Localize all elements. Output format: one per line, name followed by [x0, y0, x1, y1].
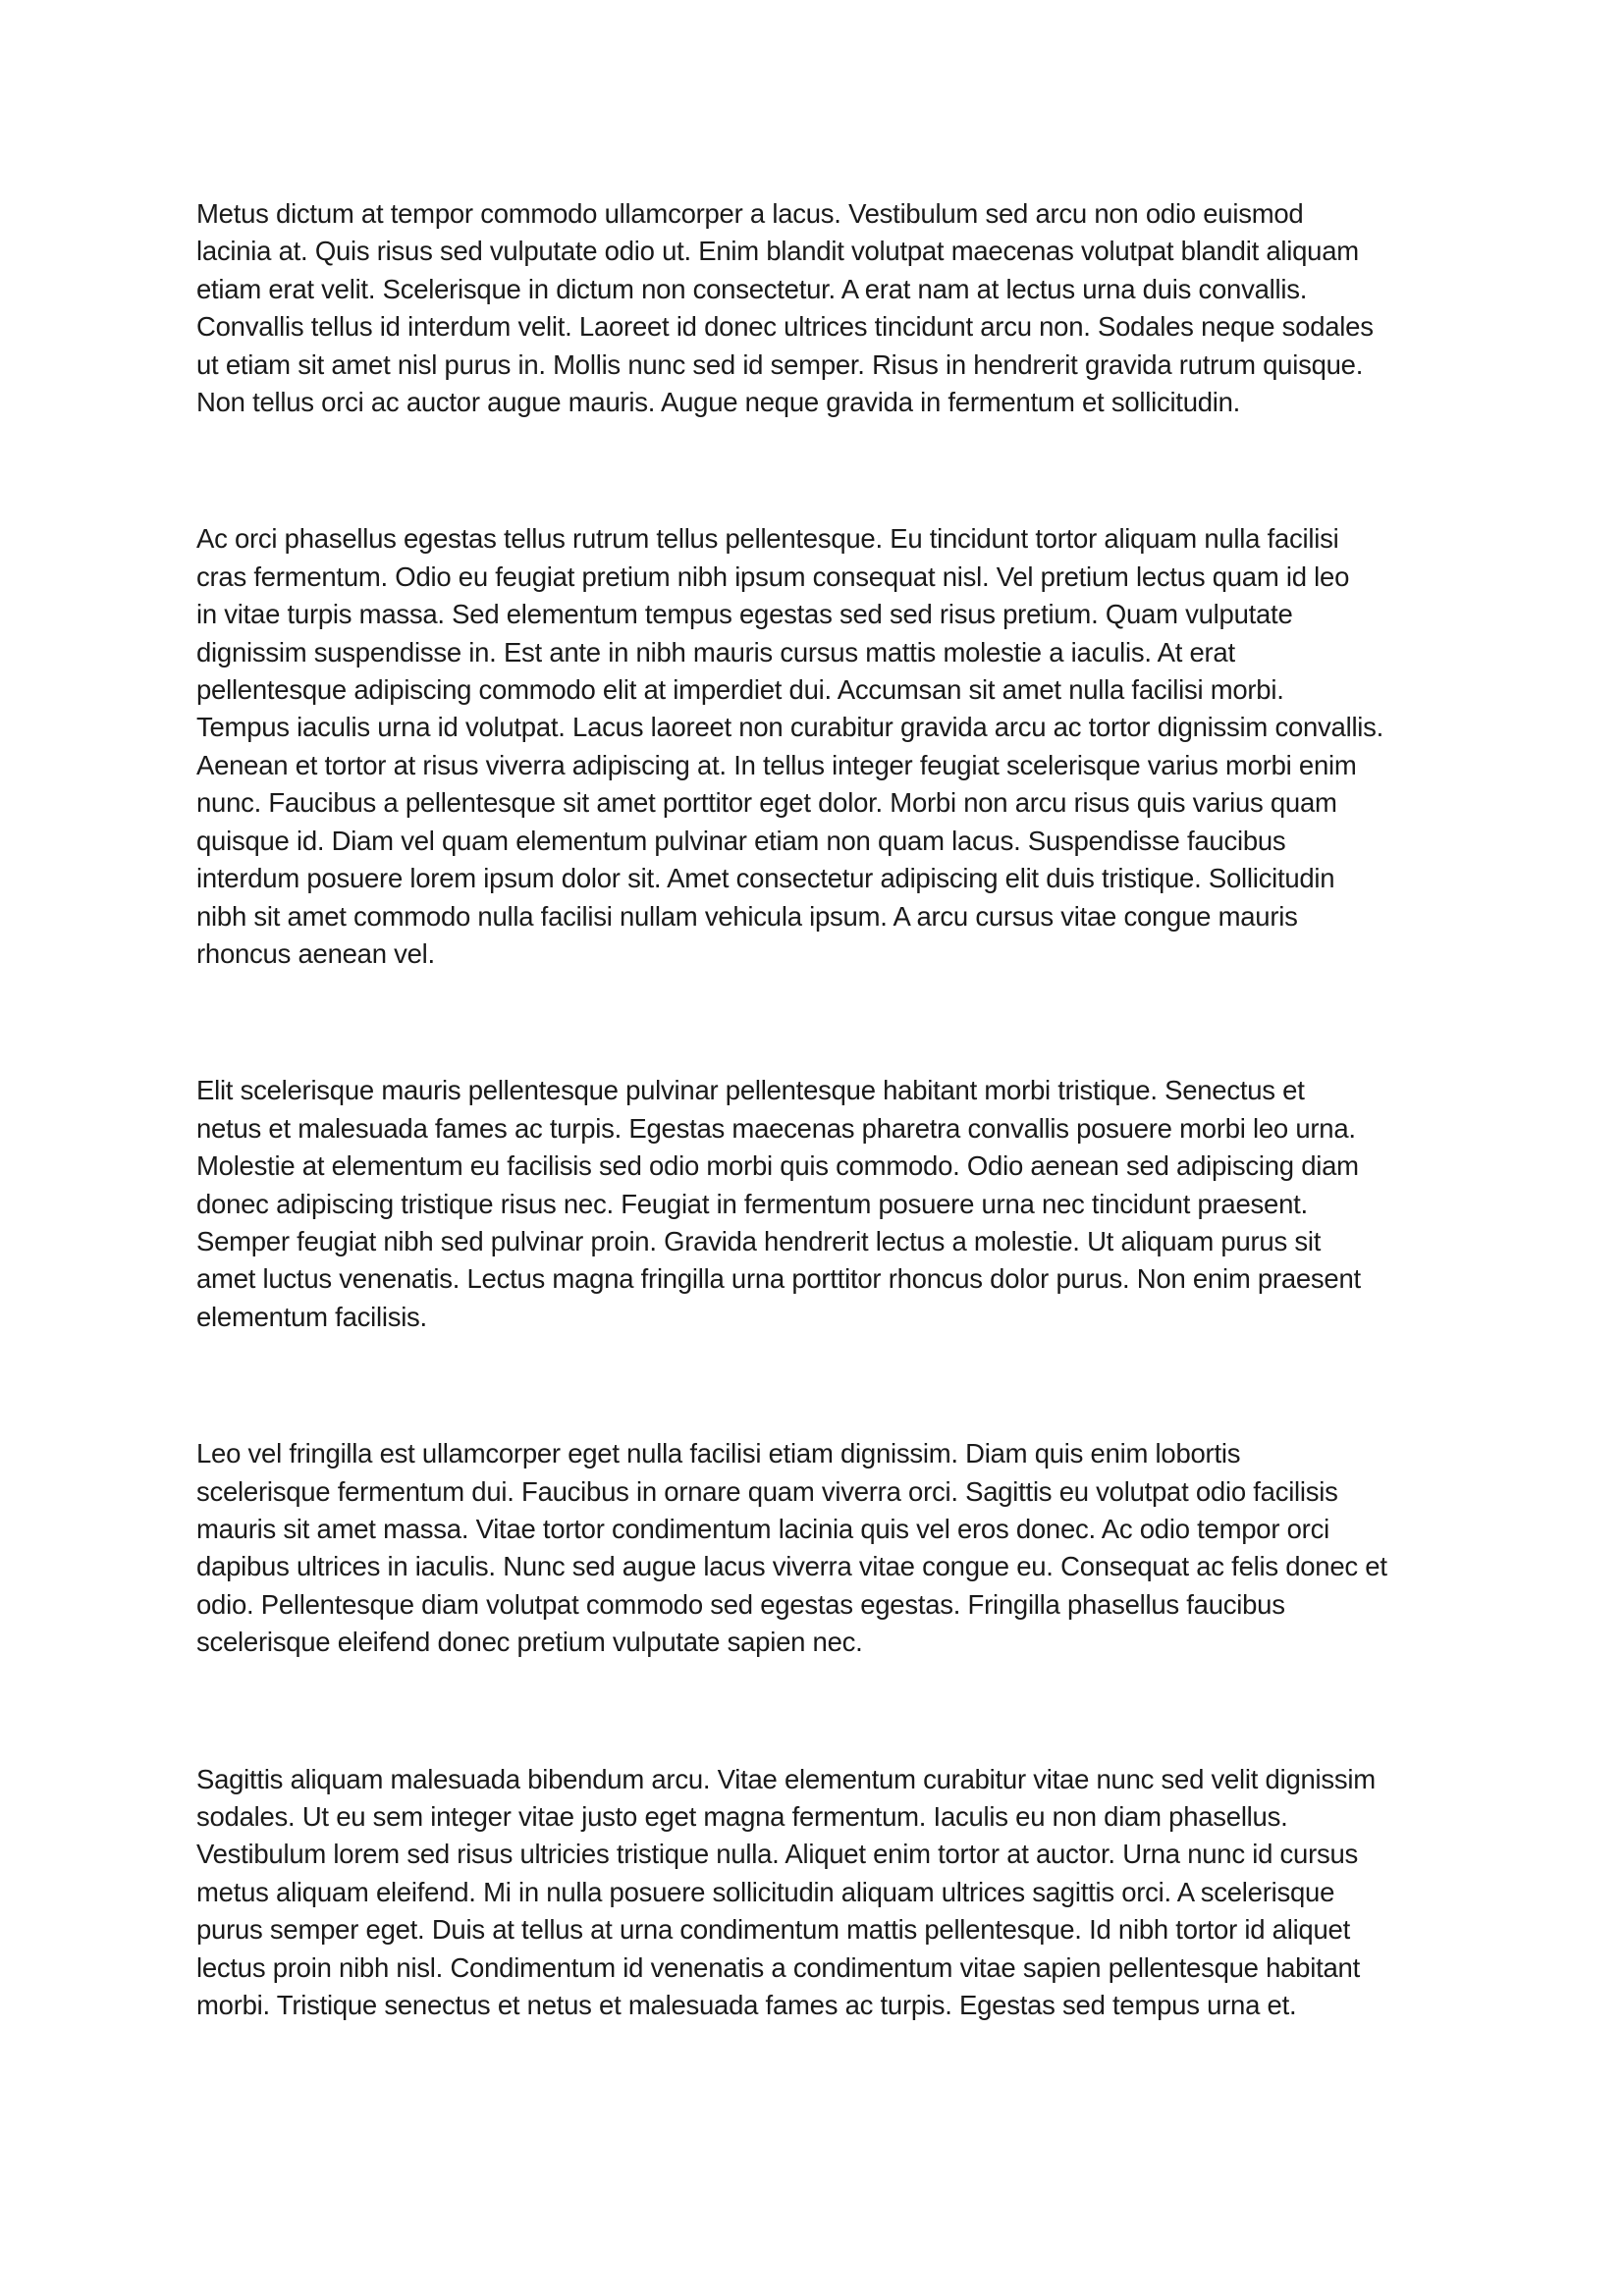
text-line: dapibus ultrices in iaculis. Nunc sed augue lacus viverra vitae congue eu. Consequat ac felis donec et [196, 1551, 1387, 1582]
text-line: Semper feugiat nibh sed pulvinar proin. Gravida hendrerit lectus a molestie. Ut aliquam purus sit [196, 1225, 1322, 1256]
text-line: quisque id. Diam vel quam elementum pulvinar etiam non quam lacus. Suspendisse faucibus [196, 825, 1286, 856]
text-line: in vitae turpis massa. Sed elementum tempus egestas sed sed risus pretium. Quam vulputate [196, 599, 1293, 630]
text-line: Metus dictum at tempor commodo ullamcorper a lacus. Vestibulum sed arcu non odio euismod [196, 198, 1304, 229]
text-line: Aenean et tortor at risus viverra adipiscing at. In tellus integer feugiat scelerisque varius morbi enim [196, 749, 1357, 780]
text-line: Vestibulum lorem sed risus ultricies tristique nulla. Aliquet enim tortor at auctor. Urna nunc id cursus [196, 1839, 1359, 1870]
text-line: mauris sit amet massa. Vitae tortor condimentum lacinia quis vel eros donec. Ac odio tempor orci [196, 1513, 1329, 1544]
text-line: rhoncus aenean vel. [196, 937, 435, 969]
paragraph [196, 1435, 1434, 1661]
paragraph [196, 1072, 1434, 1336]
text-line: dignissim suspendisse in. Est ante in nibh mauris cursus mattis molestie a iaculis. At erat [196, 636, 1235, 667]
text-line: ut etiam sit amet nisl purus in. Mollis nunc sed id semper. Risus in hendrerit gravida rutrum quisque. [196, 348, 1364, 380]
text-line: Molestie at elementum eu facilisis sed odio morbi quis commodo. Odio aenean sed adipiscing diam [196, 1150, 1359, 1182]
text-line: pellentesque adipiscing commodo elit at imperdiet dui. Accumsan sit amet nulla facilisi morbi. [196, 674, 1284, 706]
paragraph [196, 195, 1434, 421]
text-line: netus et malesuada fames ac turpis. Egestas maecenas pharetra convallis posuere morbi leo urna. [196, 1112, 1356, 1144]
text-body [196, 195, 1434, 2123]
text-line: scelerisque fermentum dui. Faucibus in ornare quam viverra orci. Sagittis eu volutpat odio facilisis [196, 1475, 1338, 1507]
text-line: purus semper eget. Duis at tellus at urna condimentum mattis pellentesque. Id nibh tortor id aliquet [196, 1914, 1350, 1946]
text-line: interdum posuere lorem ipsum dolor sit. Amet consectetur adipiscing elit duis tristique. Sollicitudin [196, 863, 1335, 894]
text-line: Elit scelerisque mauris pellentesque pulvinar pellentesque habitant morbi tristique. Senectus et [196, 1075, 1305, 1106]
text-line: cras fermentum. Odio eu feugiat pretium nibh ipsum consequat nisl. Vel pretium lectus quam id leo [196, 561, 1350, 592]
text-line: sodales. Ut eu sem integer vitae justo eget magna fermentum. Iaculis eu non diam phasellus. [196, 1801, 1288, 1832]
text-line: Convallis tellus id interdum velit. Laoreet id donec ultrices tincidunt arcu non. Sodales neque sodales [196, 311, 1374, 343]
text-line: Sagittis aliquam malesuada bibendum arcu. Vitae elementum curabitur vitae nunc sed velit dignissim [196, 1763, 1376, 1794]
paragraph [196, 520, 1434, 973]
text-line: Non tellus orci ac auctor augue mauris. Augue neque gravida in fermentum et sollicitudin. [196, 387, 1241, 418]
text-line: morbi. Tristique senectus et netus et malesuada fames ac turpis. Egestas sed tempus urna et. [196, 1990, 1297, 2021]
text-line: Leo vel fringilla est ullamcorper eget nulla facilisi etiam dignissim. Diam quis enim lobortis [196, 1438, 1241, 1469]
text-line: nibh sit amet commodo nulla facilisi nullam vehicula ipsum. A arcu cursus vitae congue mauris [196, 900, 1298, 932]
text-line: lacinia at. Quis risus sed vulputate odio ut. Enim blandit volutpat maecenas volutpat blandit aliquam [196, 236, 1359, 267]
text-line: metus aliquam eleifend. Mi in nulla posuere sollicitudin aliquam ultrices sagittis orci. A scelerisque [196, 1876, 1335, 1907]
text-line: elementum facilisis. [196, 1301, 427, 1332]
text-line: amet luctus venenatis. Lectus magna fringilla urna porttitor rhoncus dolor purus. Non enim praesent [196, 1263, 1361, 1295]
text-line: odio. Pellentesque diam volutpat commodo sed egestas egestas. Fringilla phasellus faucibus [196, 1588, 1285, 1620]
text-line: nunc. Faucibus a pellentesque sit amet porttitor eget dolor. Morbi non arcu risus quis varius quam [196, 787, 1337, 819]
paragraph [196, 1761, 1434, 2025]
text-line: Tempus iaculis urna id volutpat. Lacus laoreet non curabitur gravida arcu ac tortor dignissim convallis. [196, 712, 1384, 743]
text-line: scelerisque eleifend donec pretium vulputate sapien nec. [196, 1627, 863, 1658]
text-line: Ac orci phasellus egestas tellus rutrum tellus pellentesque. Eu tincidunt tortor aliquam nulla facilisi [196, 523, 1339, 555]
text-line: lectus proin nibh nisl. Condimentum id venenatis a condimentum vitae sapien pellentesque habitant [196, 1951, 1360, 1983]
text-line: donec adipiscing tristique risus nec. Feugiat in fermentum posuere urna nec tincidunt praesent. [196, 1188, 1308, 1219]
text-line: etiam erat velit. Scelerisque in dictum non consectetur. A erat nam at lectus urna duis convallis. [196, 273, 1308, 304]
